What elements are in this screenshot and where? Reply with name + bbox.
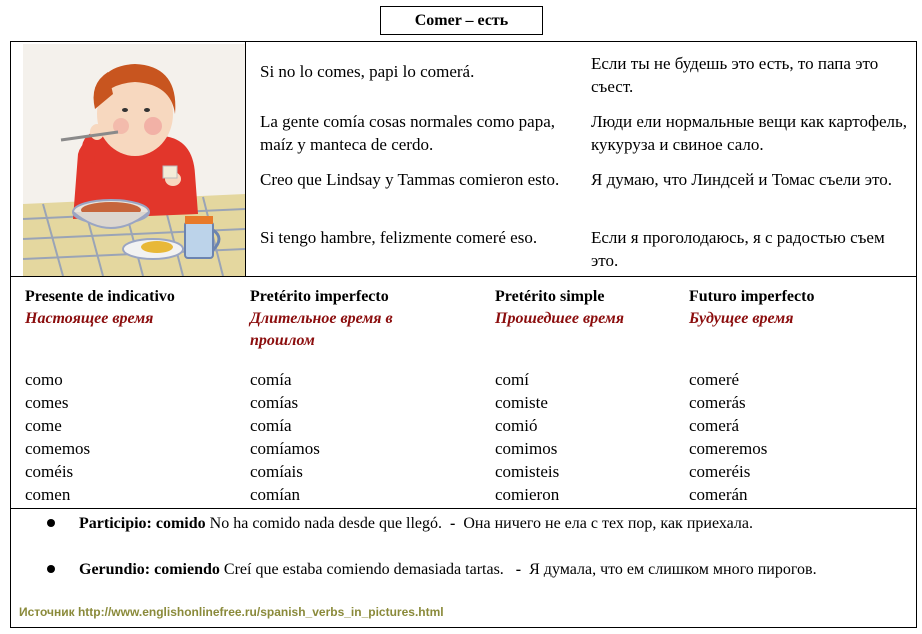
participio-example-russian: Она ничего не ела с тех пор, как приехала. [463,515,753,532]
forms-list-presente [25,368,90,506]
example-spanish: Si no lo comes, papi lo comerá. [260,62,475,81]
verb-form: comisteis [495,462,560,481]
tense-name-spanish: Pretérito imperfecto [250,288,389,305]
tense-name-spanish: Futuro imperfecto [689,288,815,305]
verb-form: comió [495,416,538,435]
page-title: Comer – есть [380,6,543,35]
participio-label: Participio: [79,515,152,532]
verb-card [10,41,917,628]
example-row [246,110,917,168]
verb-form: comeré [689,370,740,389]
participio-word: comido [155,515,206,532]
example-spanish: La gente comía cosas normales como papa, maíz y manteca de cerdo. [260,112,556,154]
verb-form: comías [250,393,299,412]
example-russian: Я думаю, что Линдсей и Томас съели это. [591,170,893,189]
example-row [246,226,917,284]
example-spanish: Creo que Lindsay y Tammas comieron esto. [260,170,560,189]
verb-form: comerán [689,485,748,504]
gerundio-separator: - [515,561,522,578]
conjugation-table [11,277,916,509]
tense-column-futuro [689,285,889,330]
example-russian: Если ты не будешь это есть, то папа это съест. [591,54,879,96]
verb-form: coméis [25,462,74,481]
verb-form: comemos [25,439,91,458]
example-spanish: Si tengo hambre, felizmente comeré eso. [260,228,538,247]
verb-form: come [25,416,62,435]
example-row [246,52,917,110]
forms-list-futuro [689,368,767,506]
example-russian: Люди ели нормальные вещи как картофель, кукуруза и свиное сало. [591,112,908,154]
forms-list-simple [495,368,559,506]
verb-form: comíais [250,462,303,481]
gerundio-example-russian: Я думала, что ем слишком много пирогов. [529,561,817,578]
verb-form: comieron [495,485,560,504]
verb-form: comí [495,370,529,389]
example-russian: Если я проголодаюсь, я с радостью съем это. [591,228,885,270]
verb-form: comerá [689,416,740,435]
verb-form: comía [250,416,292,435]
tense-name-russian: Настоящее время [25,310,154,327]
tense-name-spanish: Pretérito simple [495,288,605,305]
verb-form: comerás [689,393,746,412]
tense-column-simple [495,285,685,330]
tense-column-imperfecto [250,285,450,352]
tense-name-russian: Будущее время [689,310,794,327]
tense-name-russian: Длительное время в прошлом [250,310,393,349]
forms-notes [11,509,916,601]
verb-form: comeréis [689,462,751,481]
bullet-icon [47,519,55,527]
gerundio-example-spanish: Creí que estaba comiendo demasiada tartas. [223,561,504,578]
verb-form: comíamos [250,439,320,458]
forms-list-imperfecto [250,368,320,506]
verb-form: comen [25,485,71,504]
verb-form: comimos [495,439,558,458]
participio-separator: - [450,515,456,532]
verb-form: como [25,370,63,389]
bullet-icon [47,565,55,573]
examples-section [11,42,916,277]
gerundio-word: comiendo [154,561,220,578]
participio-example-spanish: No ha comido nada desde que llegó. [209,515,443,532]
example-sentences [245,42,917,276]
source-link[interactable]: Источник http://www.englishonlinefree.ru/spanish_verbs_in_pictures.html [19,605,444,619]
verb-form: comía [250,370,292,389]
gerundio-label: Gerundio: [79,561,151,578]
tense-column-presente [25,285,245,330]
gerundio-note [79,558,899,581]
tense-name-russian: Прошедшее время [495,310,624,327]
verb-form: comes [25,393,69,412]
example-row [246,168,917,226]
participio-note [79,512,899,535]
verb-form: comían [250,485,301,504]
child-eating-illustration-icon [23,44,245,276]
tense-name-spanish: Presente de indicativo [25,288,175,305]
verb-form: comiste [495,393,548,412]
verb-form: comeremos [689,439,768,458]
